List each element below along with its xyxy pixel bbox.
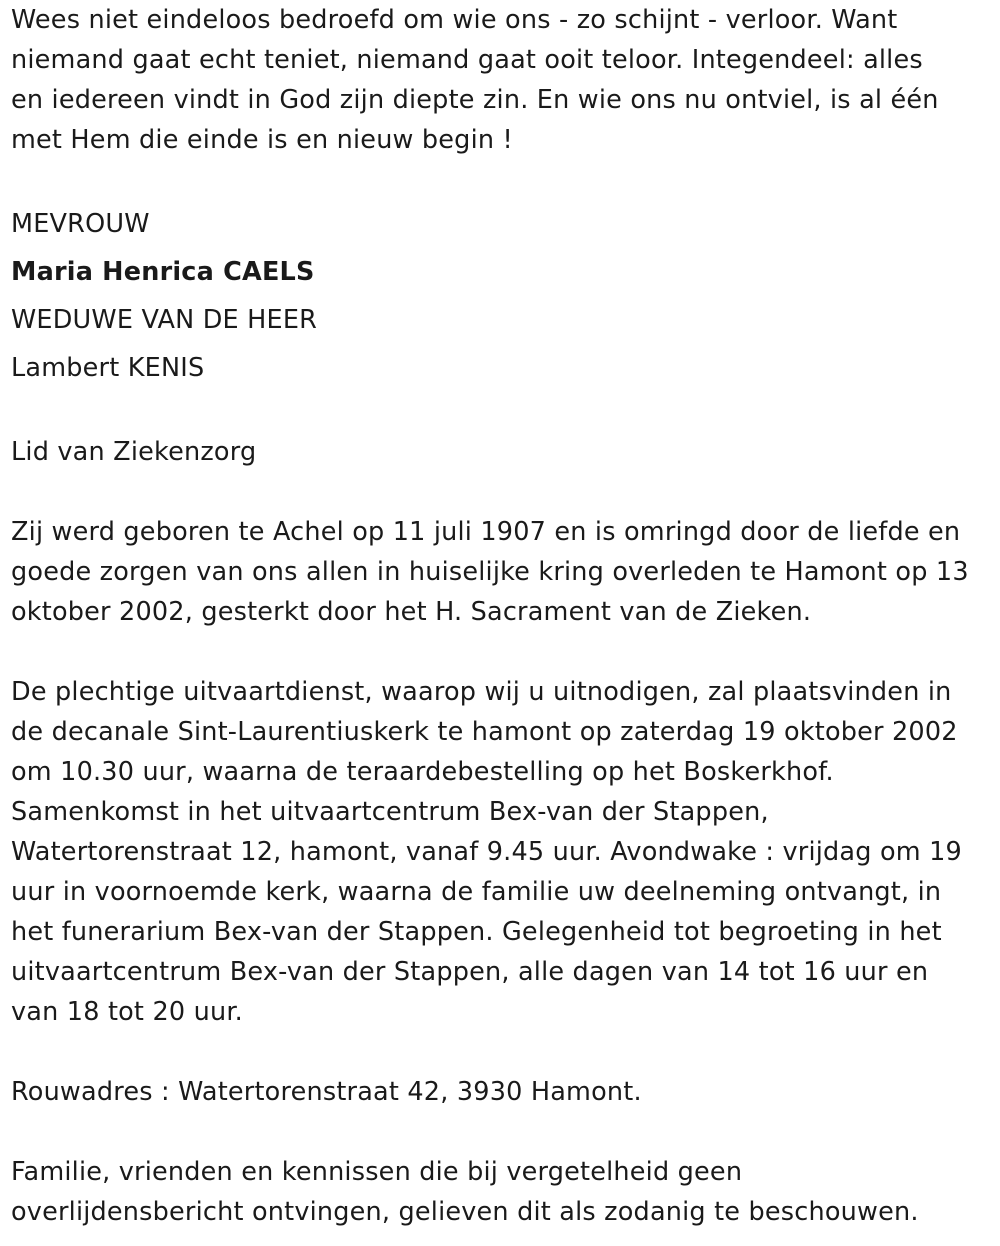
poem-line: en iedereen vindt in God zijn diepte zin. En wie ons nu ontviel, is al één (11, 85, 939, 115)
text-line: Zij werd geboren te Achel op 11 juli 1907 en is omringd door de liefde en (11, 517, 961, 547)
deceased-name: Maria Henrica CAELS (11, 257, 315, 287)
deceased-title: MEVROUW (11, 209, 150, 239)
text-line: Watertorenstraat 12, hamont, vanaf 9.45 uur. Avondwake : vrijdag om 19 (11, 837, 962, 867)
membership-line: Lid van Ziekenzorg (11, 437, 257, 467)
text-line: van 18 tot 20 uur. (11, 997, 243, 1027)
deceased-spouse: Lambert KENIS (11, 353, 205, 383)
text-line: het funerarium Bex-van der Stappen. Gelegenheid tot begroeting in het (11, 917, 942, 947)
text-line: uitvaartcentrum Bex-van der Stappen, alle dagen van 14 tot 16 uur en (11, 957, 929, 987)
text-line: overlijdensbericht ontvingen, gelieven dit als zodanig te beschouwen. (11, 1197, 919, 1227)
spacer (11, 1112, 989, 1152)
poem-line: Wees niet eindeloos bedroefd om wie ons - zo schijnt - verloor. Want (11, 5, 898, 35)
spacer (11, 632, 989, 672)
text-line: goede zorgen van ons allen in huiselijke kring overleden te Hamont op 13 (11, 557, 969, 587)
spacer (11, 392, 989, 432)
text-line: uur in voornoemde kerk, waarna de familie uw deelneming ontvangt, in (11, 877, 942, 907)
text-line: oktober 2002, gesterkt door het H. Sacrament van de Zieken. (11, 597, 812, 627)
spacer (11, 1032, 989, 1072)
notice-paragraph (11, 1152, 989, 1232)
text-line: De plechtige uitvaartdienst, waarop wij u uitnodigen, zal plaatsvinden in (11, 677, 952, 707)
birth-death-paragraph (11, 512, 989, 632)
text-line: Familie, vrienden en kennissen die bij vergetelheid geen (11, 1157, 743, 1187)
text-line: Samenkomst in het uitvaartcentrum Bex-van der Stappen, (11, 797, 769, 827)
spacer (11, 160, 989, 200)
text-line: om 10.30 uur, waarna de teraardebestelling op het Boskerkhof. (11, 757, 834, 787)
text-line: de decanale Sint-Laurentiuskerk te hamont op zaterdag 19 oktober 2002 (11, 717, 958, 747)
poem-line: met Hem die einde is en nieuw begin ! (11, 125, 513, 155)
mourning-address: Rouwadres : Watertorenstraat 42, 3930 Hamont. (11, 1077, 642, 1107)
poem-line: niemand gaat echt teniet, niemand gaat ooit teloor. Integendeel: alles (11, 45, 923, 75)
poem-paragraph (11, 0, 989, 160)
spacer (11, 472, 989, 512)
obituary-document (11, 0, 989, 1232)
deceased-relation: WEDUWE VAN DE HEER (11, 305, 318, 335)
deceased-block (11, 200, 989, 392)
funeral-paragraph (11, 672, 989, 1032)
